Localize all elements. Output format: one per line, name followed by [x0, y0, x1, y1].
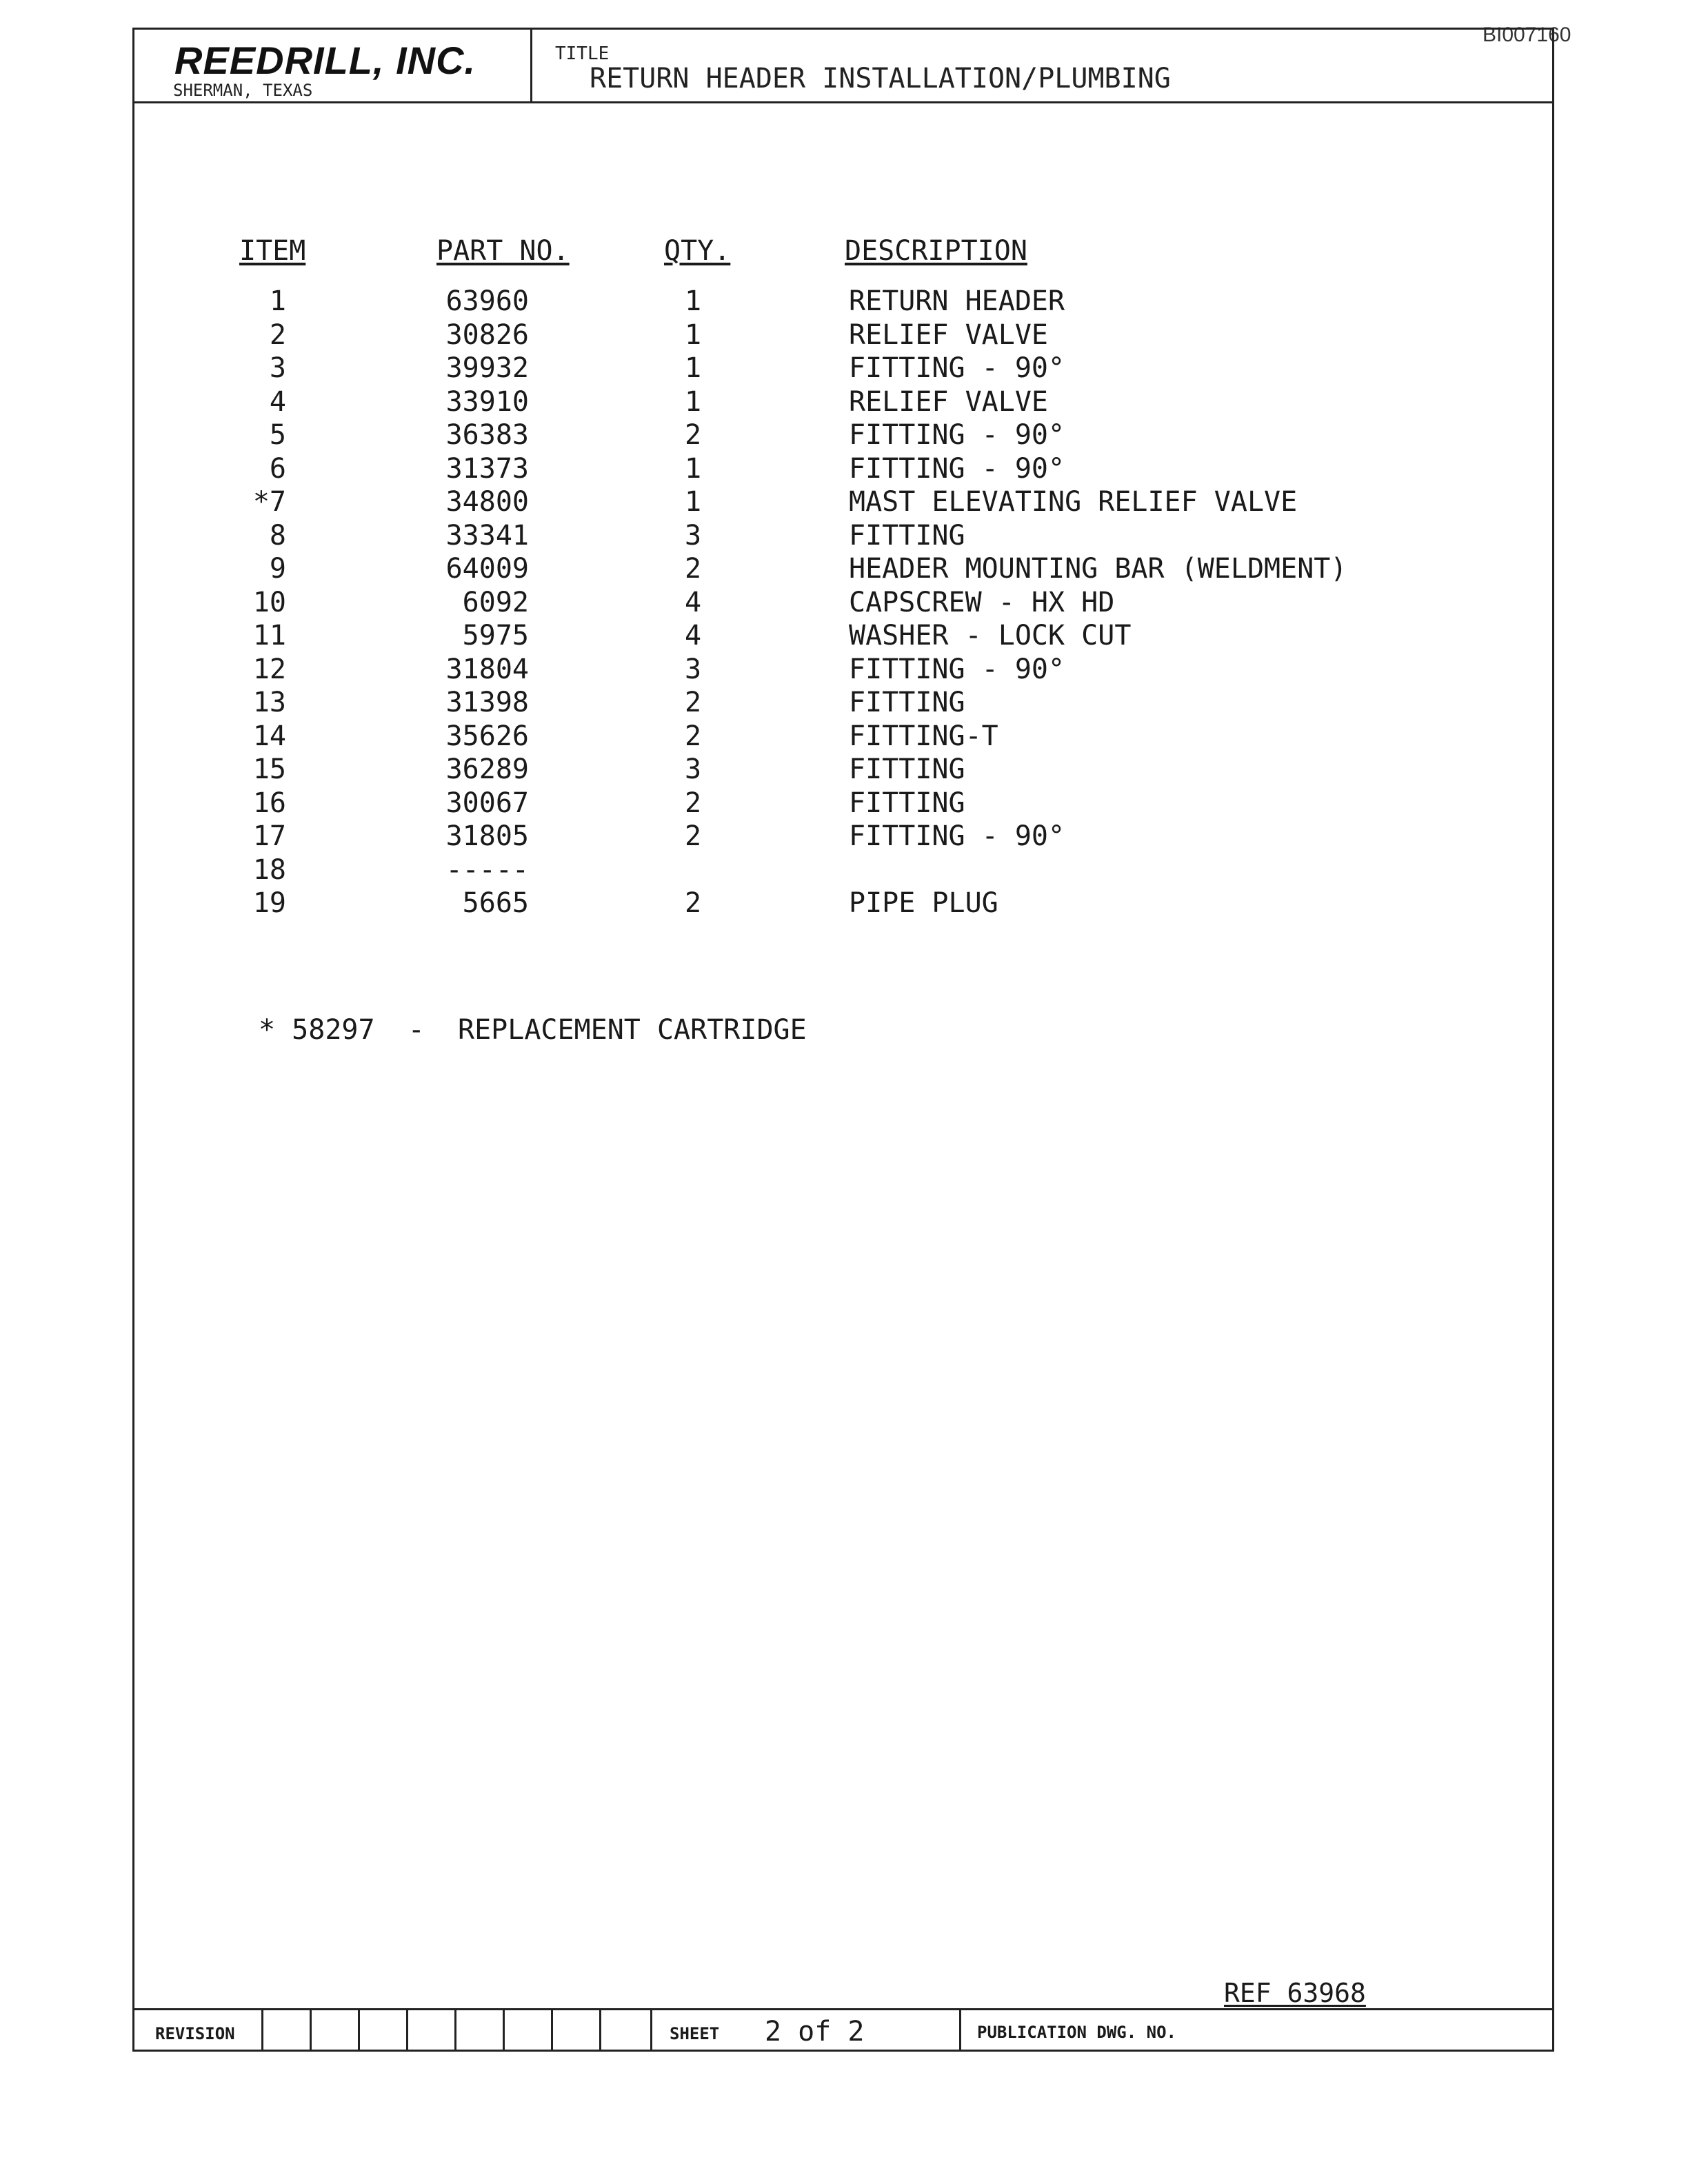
quantity: 4 [684, 586, 702, 618]
publication-dwg-label: PUBLICATION DWG. NO. [977, 2023, 1176, 2042]
title-label: TITLE [555, 43, 610, 64]
revision-cell [503, 2010, 505, 2052]
description: RELIEF VALVE [849, 385, 1048, 418]
table-row [134, 720, 1552, 754]
description: RETURN HEADER [849, 285, 1065, 317]
table-row [134, 820, 1552, 853]
description: FITTING - 90° [849, 452, 1065, 485]
quantity: 1 [684, 486, 702, 518]
item-number: 3 [269, 352, 286, 384]
description: FITTING - 90° [849, 419, 1065, 451]
part-number: 39932 [445, 352, 529, 384]
part-number: 31373 [445, 452, 529, 485]
part-number: 36289 [445, 754, 529, 785]
revision-cell [358, 2010, 360, 2052]
table-row [134, 285, 1552, 318]
table-row [134, 519, 1552, 553]
table-row [134, 619, 1552, 653]
quantity: 3 [684, 653, 702, 685]
title-block-footer [134, 2008, 1552, 2052]
description: MAST ELEVATING RELIEF VALVE [849, 486, 1298, 518]
table-row [134, 385, 1552, 419]
quantity: 2 [684, 553, 702, 585]
document-id: BI007160 [1483, 23, 1571, 46]
part-number: 31805 [445, 820, 529, 852]
part-number: 35626 [445, 720, 529, 752]
description: CAPSCREW - HX HD [849, 586, 1115, 618]
part-number: 30067 [445, 787, 529, 819]
parts-list [134, 285, 1552, 920]
table-row [134, 887, 1552, 920]
table-row [134, 318, 1552, 352]
revision-label: REVISION [155, 2024, 235, 2043]
table-row [134, 653, 1552, 687]
item-number: 18 [252, 853, 286, 886]
quantity: 1 [684, 285, 702, 317]
part-number: 64009 [445, 553, 529, 585]
item-number: 13 [252, 687, 286, 718]
quantity: 2 [684, 687, 702, 718]
drawing-frame [132, 28, 1554, 2052]
company-name: REEDRILL, INC. [174, 39, 476, 82]
revision-cell [406, 2010, 408, 2052]
quantity: 1 [684, 452, 702, 485]
item-number: 10 [252, 586, 286, 618]
item-number: *7 [252, 486, 286, 518]
item-number: 8 [269, 519, 286, 552]
item-number: 15 [252, 754, 286, 785]
item-number: 16 [252, 787, 286, 819]
item-number: 4 [269, 385, 286, 418]
revision-cell [599, 2010, 601, 2052]
table-row [134, 753, 1552, 787]
table-row [134, 452, 1552, 486]
column-header-qty: QTY. [664, 235, 731, 267]
description: WASHER - LOCK CUT [849, 620, 1132, 651]
part-number: 5975 [462, 620, 529, 651]
column-header-description: DESCRIPTION [845, 235, 1027, 267]
drawing-title: RETURN HEADER INSTALLATION/PLUMBING [590, 63, 1171, 94]
item-number: 2 [269, 318, 286, 351]
quantity: 2 [684, 720, 702, 752]
part-number: 33910 [445, 385, 529, 418]
header-divider-vertical [530, 30, 532, 101]
sheet-label: SHEET [670, 2024, 720, 2043]
part-number: 36383 [445, 419, 529, 451]
quantity: 1 [684, 352, 702, 384]
item-number: 5 [269, 419, 286, 451]
description: FITTING-T [849, 720, 998, 752]
publication-divider [959, 2010, 961, 2052]
item-number: 6 [269, 452, 286, 485]
description: FITTING [849, 519, 965, 552]
description: PIPE PLUG [849, 887, 998, 919]
table-row [134, 686, 1552, 720]
quantity: 3 [684, 754, 702, 785]
column-header-part-no: PART NO. [436, 235, 570, 267]
part-number: 5665 [462, 887, 529, 919]
description: FITTING [849, 754, 965, 785]
table-row [134, 418, 1552, 452]
revision-cell [454, 2010, 456, 2052]
quantity: 1 [684, 385, 702, 418]
part-number: ----- [445, 853, 529, 886]
table-row [134, 552, 1552, 586]
table-row [134, 853, 1552, 887]
quantity: 2 [684, 887, 702, 919]
part-number: 34800 [445, 486, 529, 518]
part-number: 33341 [445, 519, 529, 552]
description: FITTING - 90° [849, 820, 1065, 852]
part-number: 6092 [462, 586, 529, 618]
item-number: 19 [252, 887, 286, 919]
table-row [134, 485, 1552, 519]
item-number: 11 [252, 620, 286, 651]
item-number: 1 [269, 285, 286, 317]
sheet-divider [650, 2010, 652, 2052]
part-number: 63960 [445, 285, 529, 317]
revision-cell [551, 2010, 553, 2052]
company-location: SHERMAN, TEXAS [173, 81, 313, 100]
item-number: 9 [269, 553, 286, 585]
description: FITTING - 90° [849, 352, 1065, 384]
description: HEADER MOUNTING BAR (WELDMENT) [849, 553, 1347, 585]
header-divider [134, 101, 1552, 103]
sheet-number: 2 of 2 [765, 2016, 865, 2048]
reference-number: REF 63968 [1224, 1978, 1366, 2008]
description: RELIEF VALVE [849, 318, 1048, 351]
quantity: 2 [684, 787, 702, 819]
footnote: * 58297 - REPLACEMENT CARTRIDGE [259, 1014, 807, 1046]
table-row [134, 586, 1552, 620]
quantity: 3 [684, 519, 702, 552]
description: FITTING - 90° [849, 653, 1065, 685]
revision-cell [261, 2010, 263, 2052]
table-row [134, 352, 1552, 385]
item-number: 12 [252, 653, 286, 685]
item-number: 17 [252, 820, 286, 852]
quantity: 1 [684, 318, 702, 351]
part-number: 30826 [445, 318, 529, 351]
description: FITTING [849, 787, 965, 819]
part-number: 31804 [445, 653, 529, 685]
quantity: 2 [684, 820, 702, 852]
description: FITTING [849, 687, 965, 718]
item-number: 14 [252, 720, 286, 752]
column-header-item: ITEM [239, 235, 306, 267]
part-number: 31398 [445, 687, 529, 718]
revision-cell [310, 2010, 312, 2052]
quantity: 4 [684, 620, 702, 651]
quantity: 2 [684, 419, 702, 451]
table-row [134, 787, 1552, 820]
